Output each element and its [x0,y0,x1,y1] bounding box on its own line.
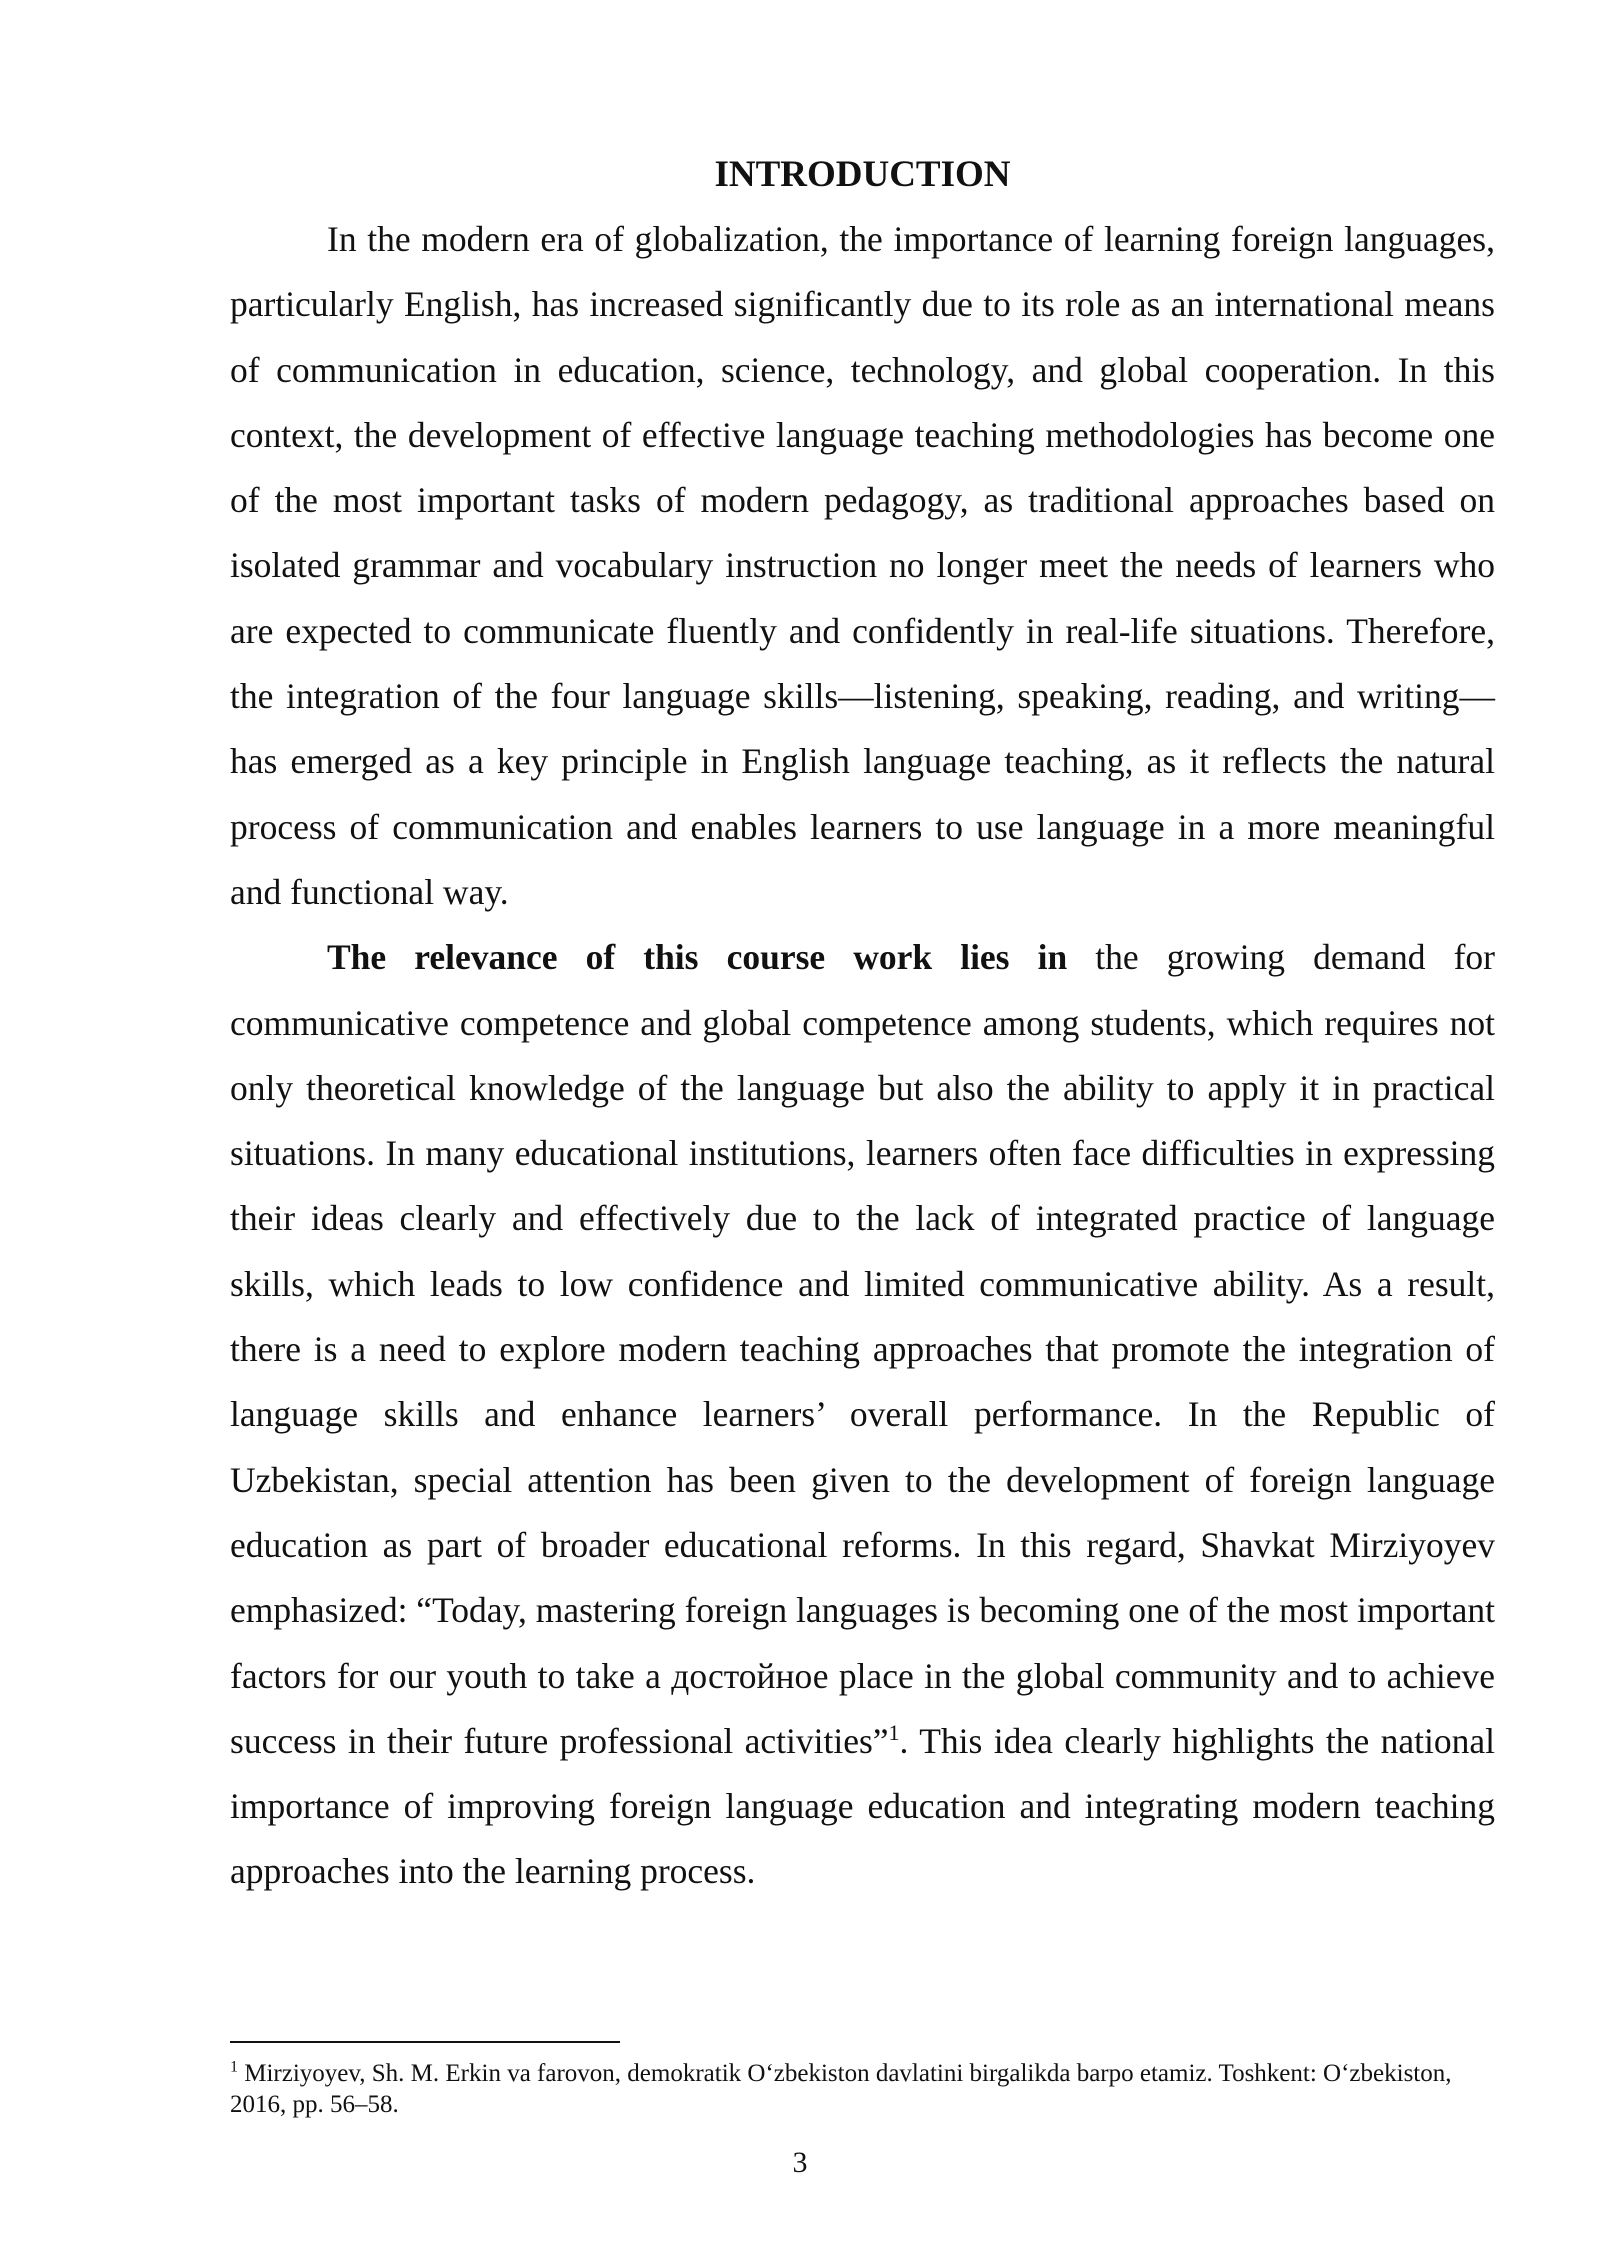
relevance-bold-lead: The relevance of this course work lies in [327,937,1068,978]
paragraph-globalization: In the modern era of globalization, the importance of learning foreign languages, particularly English, has increased significantly due to its role as an international means of communication in education, science, technology, and global cooperation. In this context, the development of effective language teaching methodologies has become one of the most important tasks of modern pedagogy, as traditional approaches based on isolated grammar and vocabulary instruction no longer meet the needs of learners who are expected to communicate fluently and confidently in real-life situations. Therefore, the integration of the four language skills—listening, speaking, reading, and writing—has emerged as a key principle in English language teaching, as it reflects the natural process of communication and enables learners to use language in a more meaningful and functional way. [230,219,1495,912]
page-number: 3 [792,2146,808,2179]
section-heading: INTRODUCTION [714,154,1011,195]
footnote [230,2058,1495,2120]
paragraph-relevance [230,925,1495,1904]
footnote-reference[interactable]: 1 [888,1720,900,1745]
relevance-text-tail: . This idea clearly highlights the national importance of improving foreign language education and integrating modern teaching approaches into the learning process. [230,1720,1495,1892]
footnote-text: Mirziyoyev, Sh. M. Erkin va farovon, demokratik O‘zbekiston davlatini birgalikda barpo etamiz. Toshkent: O‘zbekiston, 2016, pp. 56–58. [230,2060,1452,2118]
footnote-marker: 1 [230,2058,238,2076]
body-text [230,207,1495,1905]
footnote-separator [230,2041,620,2043]
relevance-text: the growing demand for communicative competence and global competence among students, which requires not only theoretical knowledge of the language but also the ability to apply it in practical situations. In many educational institutions, learners often face difficulties in expressing their ideas clearly and effectively due to the lack of integrated practice of language skills, which leads to low confidence and limited communicative ability. As a result, there is a need to explore modern teaching approaches that promote the integration of language skills and enhance learners’ overall performance. In the Republic of Uzbekistan, special attention has been given to the development of foreign language education as part of broader educational reforms. In this regard, Shavkat Mirziyoyev emphasized: “Today, mastering foreign languages is becoming one of the most important factors for our youth to take a достойное place in the global community and to achieve success in their future professional activities” [230,937,1495,1761]
